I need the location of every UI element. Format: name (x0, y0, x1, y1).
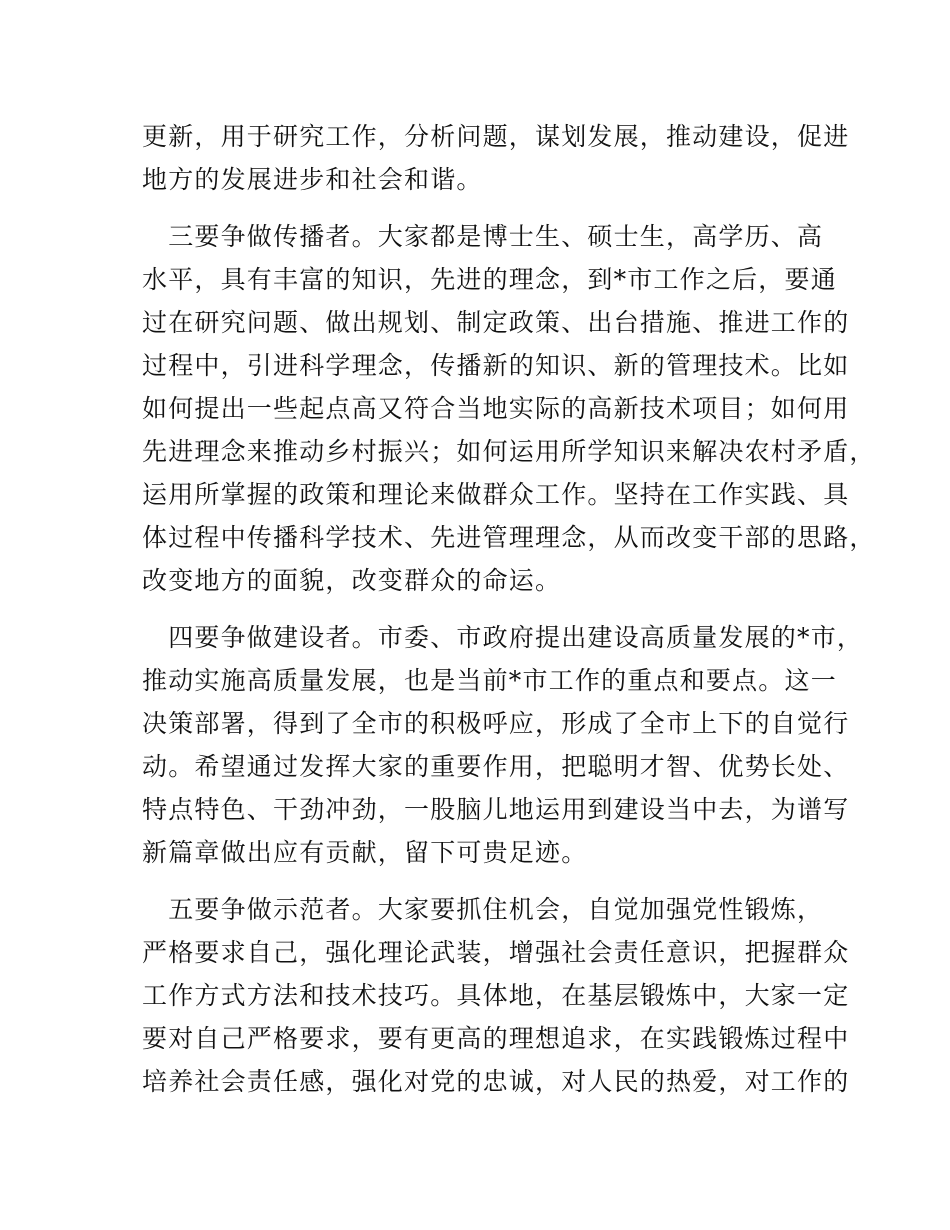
paragraph-role-model (142, 888, 850, 1103)
text-line: 改变地方的面貌，改变群众的命运。 (142, 566, 562, 595)
text-line: 培养社会责任感，强化对党的忠诚，对人民的热爱，对工作的 (142, 1067, 850, 1096)
text-line: 决策部署，得到了全市的积极呼应，形成了全市上下的自觉行 (142, 709, 850, 738)
text-line: 过在研究问题、做出规划、制定政策、出台措施、推进工作的 (142, 308, 850, 337)
text-line: 更新，用于研究工作，分析问题，谋划发展，推动建设，促进 (142, 122, 850, 151)
paragraph-intro-continuation (142, 115, 850, 201)
text-line: 地方的发展进步和社会和谐。 (142, 165, 483, 194)
paragraph-builder (142, 616, 864, 874)
paragraph-disseminator (142, 215, 876, 602)
text-line: 推动实施高质量发展，也是当前*市工作的重点和要点。这一 (142, 666, 837, 695)
text-line: 严格要求自己，强化理论武装，增强社会责任意识，把握群众 (142, 938, 850, 967)
text-line: 水平，具有丰富的知识，先进的理念，到*市工作之后，要通 (142, 265, 837, 294)
text-line: 五要争做示范者。大家要抓住机会，自觉加强党性锻炼， (142, 895, 824, 924)
text-line: 运用所掌握的政策和理论来做群众工作。坚持在工作实践、具 (142, 480, 850, 509)
document-page (142, 115, 876, 1117)
text-line: 四要争做建设者。市委、市政府提出建设高质量发展的*市， (142, 623, 864, 652)
text-line: 工作方式方法和技术技巧。具体地，在基层锻炼中，大家一定 (142, 981, 850, 1010)
text-line: 特点特色、干劲冲劲，一股脑儿地运用到建设当中去，为谱写 (142, 795, 850, 824)
text-line: 三要争做传播者。大家都是博士生、硕士生，高学历、高 (142, 222, 824, 251)
text-line: 动。希望通过发挥大家的重要作用，把聪明才智、优势长处、 (142, 752, 850, 781)
text-line: 体过程中传播科学技术、先进管理理念，从而改变干部的思路， (142, 523, 876, 552)
text-line: 过程中，引进科学理念，传播新的知识、新的管理技术。比如 (142, 351, 850, 380)
text-line: 要对自己严格要求，要有更高的理想追求，在实践锻炼过程中 (142, 1024, 850, 1053)
text-line: 如何提出一些起点高又符合当地实际的高新技术项目；如何用 (142, 394, 850, 423)
text-line: 新篇章做出应有贡献，留下可贵足迹。 (142, 838, 588, 867)
text-line: 先进理念来推动乡村振兴；如何运用所学知识来解决农村矛盾， (142, 437, 876, 466)
